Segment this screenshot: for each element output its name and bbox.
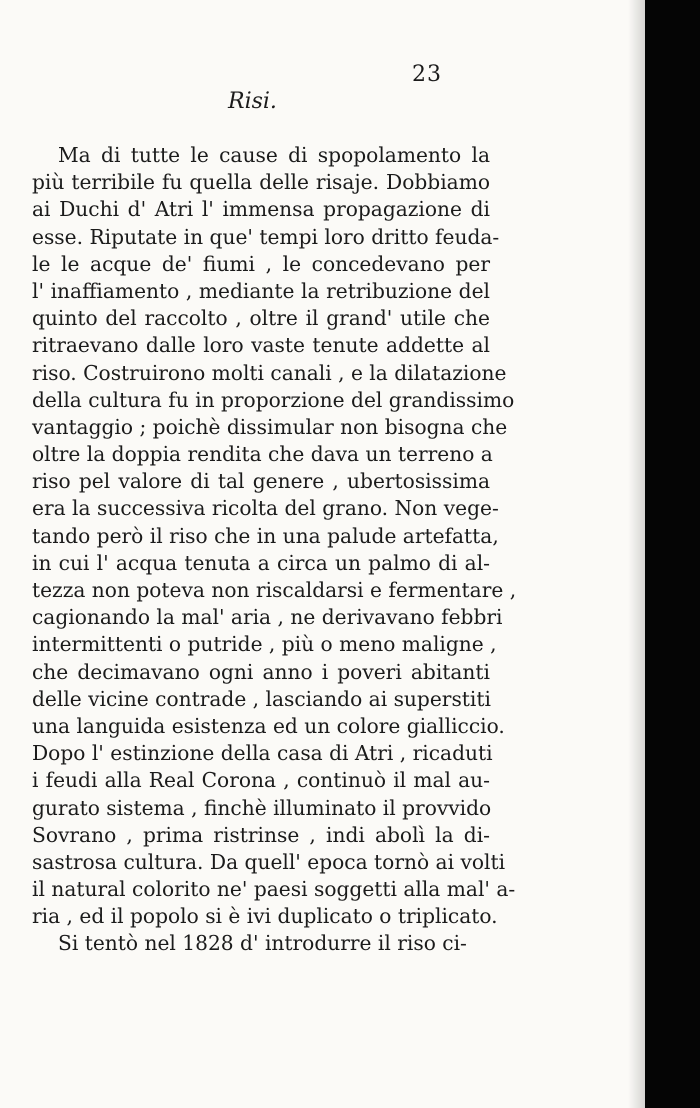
text-line: sastrosa cultura. Da quell' epoca tornò ai volti [32, 849, 506, 874]
text-line: delle vicine contrade , lasciando ai superstiti [32, 686, 491, 711]
text-line: della cultura fu in proporzione del grandissimo [32, 387, 515, 412]
page-edge-shadow [628, 0, 645, 1108]
text-line: più terribile fu quella delle risaje. Dobbiamo [32, 170, 490, 195]
text-line: quinto del raccolto , oltre il grand' utile che [32, 306, 490, 331]
text-line: i feudi alla Real Corona , continuò il mal au- [32, 768, 490, 793]
text-line: Ma di tutte le cause di spopolamento la [58, 143, 490, 167]
text-line: il natural colorito ne' paesi soggetti alla mal' a- [32, 877, 516, 902]
text-line: riso pel valore di tal genere , ubertosissima [32, 469, 490, 494]
text-line: oltre la doppia rendita che dava un terreno a [32, 442, 493, 467]
scan-border [645, 0, 700, 1108]
text-line: in cui l' acqua tenuta a circa un palmo di al- [32, 550, 490, 575]
text-line: ria , ed il popolo si è ivi duplicato o triplicato. [32, 904, 498, 929]
text-line: ai Duchi d' Atri l' immensa propagazione di [32, 197, 490, 222]
text-line: una languida esistenza ed un colore gialliccio. [32, 713, 505, 738]
text-line: gurato sistema , finchè illuminato il provvido [32, 795, 492, 820]
text-line: esse. Riputate in que' tempi loro dritto feuda- [32, 224, 500, 249]
text-line: che decimavano ogni anno i poveri abitanti [32, 659, 490, 684]
text-line: intermittenti o putride , più o meno maligne , [32, 632, 497, 657]
running-title: Risi. [228, 89, 277, 114]
page-number: 23 [412, 62, 442, 87]
text-line: Dopo l' estinzione della casa di Atri , ricaduti [32, 741, 493, 766]
text-line: le le acque de' fiumi , le concedevano per [32, 251, 490, 276]
text-line: vantaggio ; poichè dissimular non bisogna che [32, 414, 508, 439]
text-line: tando però il riso che in una palude artefatta, [32, 523, 499, 548]
text-line: ritraevano dalle loro vaste tenute addette al [32, 333, 490, 358]
text-line: l' inaffiamento , mediante la retribuzione del [32, 278, 490, 303]
text-line: Si tentò nel 1828 d' introdurre il riso ci- [58, 931, 467, 956]
text-line: era la successiva ricolta del grano. Non vege- [32, 496, 499, 521]
text-line: Sovrano , prima ristrinse , indi abolì la di- [32, 822, 490, 847]
paragraph-text [32, 142, 517, 958]
text-line: cagionando la mal' aria , ne derivavano febbri [32, 605, 503, 630]
text-line: riso. Costruirono molti canali , e la dilatazione [32, 360, 507, 385]
text-line: tezza non poteva non riscaldarsi e fermentare , [32, 578, 517, 602]
